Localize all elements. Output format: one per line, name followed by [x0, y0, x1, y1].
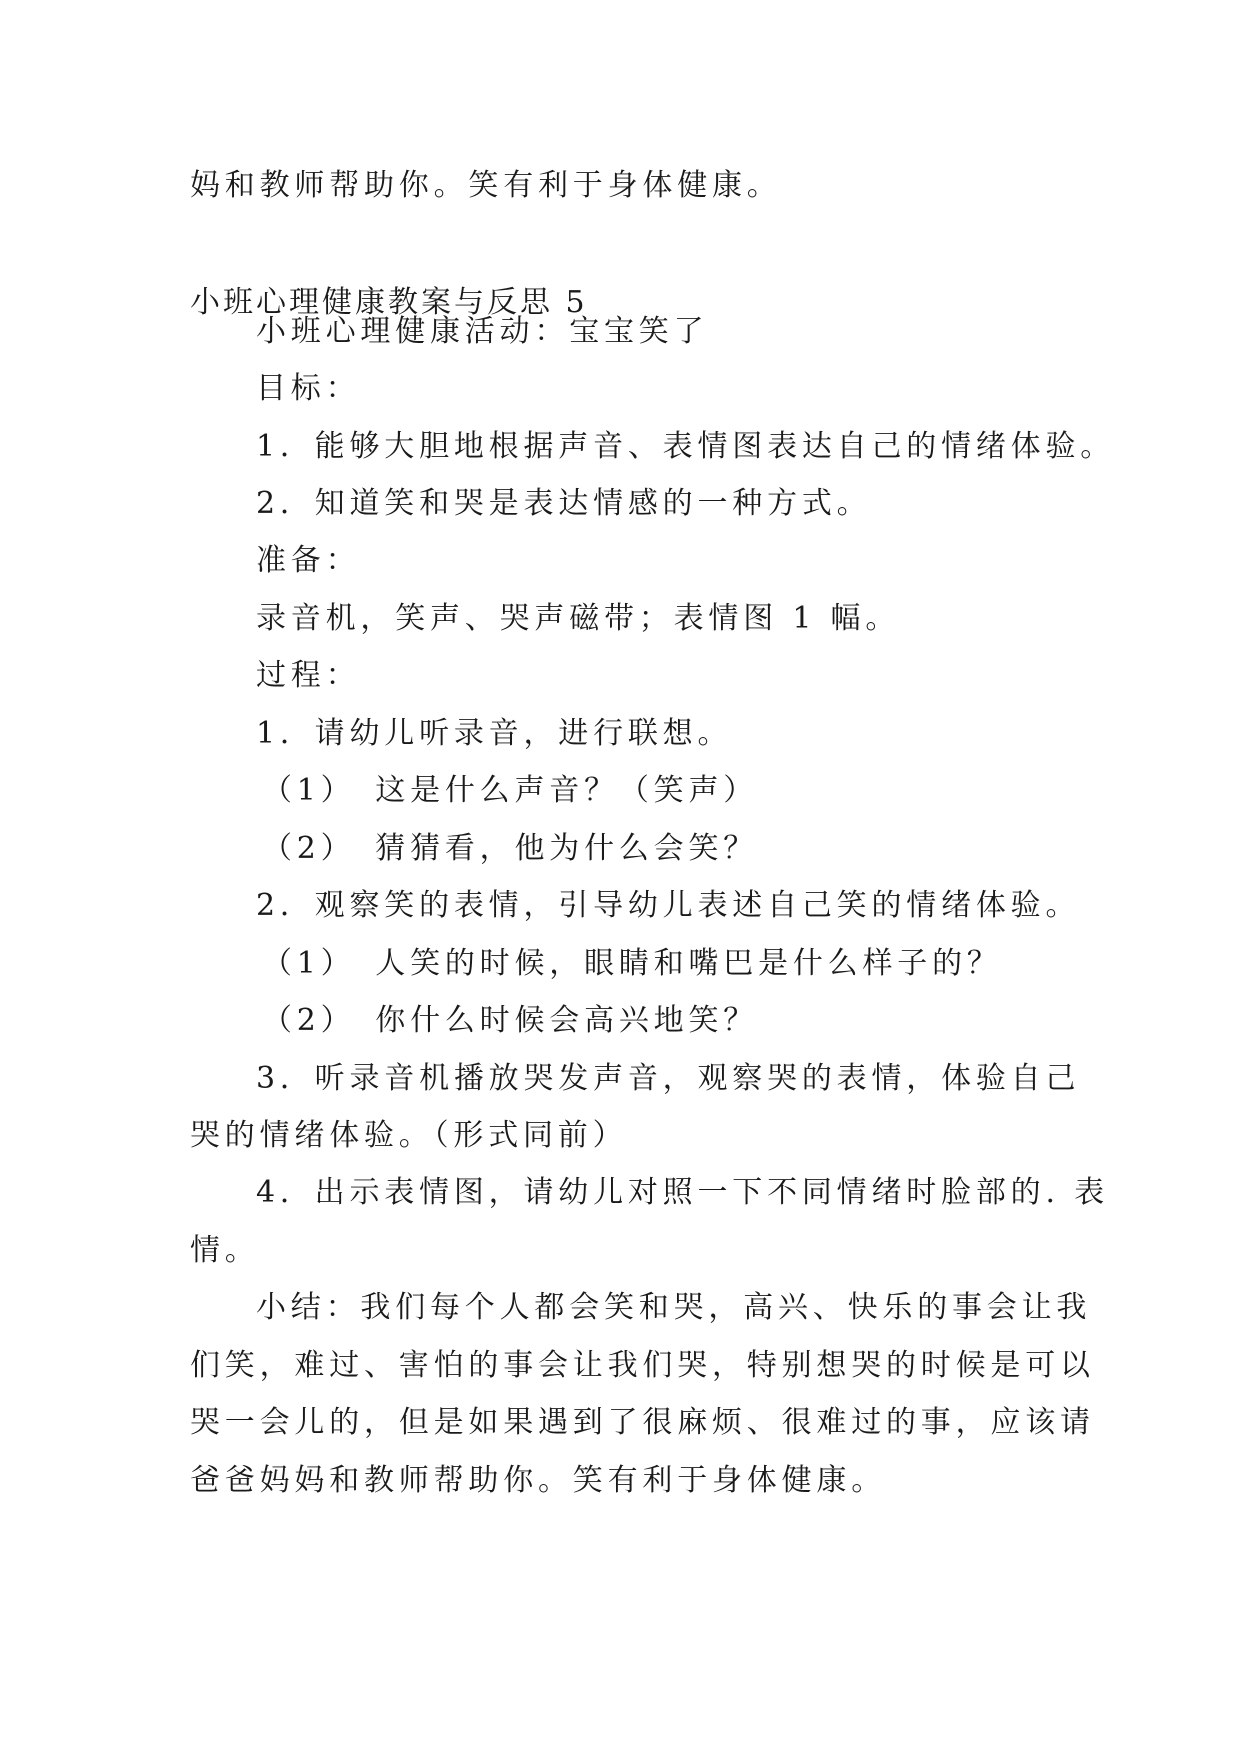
process-step-3-cont: 哭的情绪体验。（形式同前）	[190, 1118, 628, 1153]
process-step-1-sub-1: （1） 这是什么声音？（笑声）	[262, 773, 759, 808]
process-step-4-cont: 情。	[190, 1233, 260, 1268]
continuation-line: 妈和教师帮助你。笑有利于身体健康。	[190, 168, 782, 203]
activity-title: 小班心理健康活动：宝宝笑了	[256, 314, 709, 349]
process-step-4: 4．出示表情图，请幼儿对照一下不同情绪时脸部的. 表	[256, 1175, 1109, 1210]
process-step-3: 3．听录音机播放哭发声音，观察哭的表情，体验自己	[256, 1061, 1081, 1096]
summary-line-2: 们笑，难过、害怕的事会让我们哭，特别想哭的时候是可以	[190, 1348, 1095, 1383]
summary-line-3: 哭一会儿的，但是如果遇到了很麻烦、很难过的事，应该请	[190, 1405, 1095, 1440]
process-step-1: 1．请幼儿听录音，进行联想。	[256, 716, 733, 751]
process-step-1-sub-2: （2） 猜猜看，他为什么会笑？	[262, 831, 759, 866]
process-step-2-sub-1: （1） 人笑的时候，眼睛和嘴巴是什么样子的？	[262, 946, 1002, 981]
process-step-2-sub-2: （2） 你什么时候会高兴地笑？	[262, 1003, 759, 1038]
section-heading: 小班心理健康教案与反思 5	[190, 285, 588, 320]
process-step-2: 2．观察笑的表情，引导幼儿表述自己笑的情绪体验。	[256, 888, 1081, 923]
summary-line-4: 爸爸妈妈和教师帮助你。笑有利于身体健康。	[190, 1463, 886, 1498]
process-heading: 过程：	[256, 658, 361, 693]
goal-item-1: 1．能够大胆地根据声音、表情图表达自己的情绪体验。	[256, 429, 1116, 464]
goals-heading: 目标：	[256, 371, 361, 406]
goal-item-2: 2．知道笑和哭是表达情感的一种方式。	[256, 486, 872, 521]
preparation-text: 录音机，笑声、哭声磁带；表情图 1 幅。	[256, 601, 901, 636]
preparation-heading: 准备：	[256, 543, 361, 578]
summary-line-1: 小结：我们每个人都会笑和哭，高兴、快乐的事会让我	[256, 1290, 1092, 1325]
